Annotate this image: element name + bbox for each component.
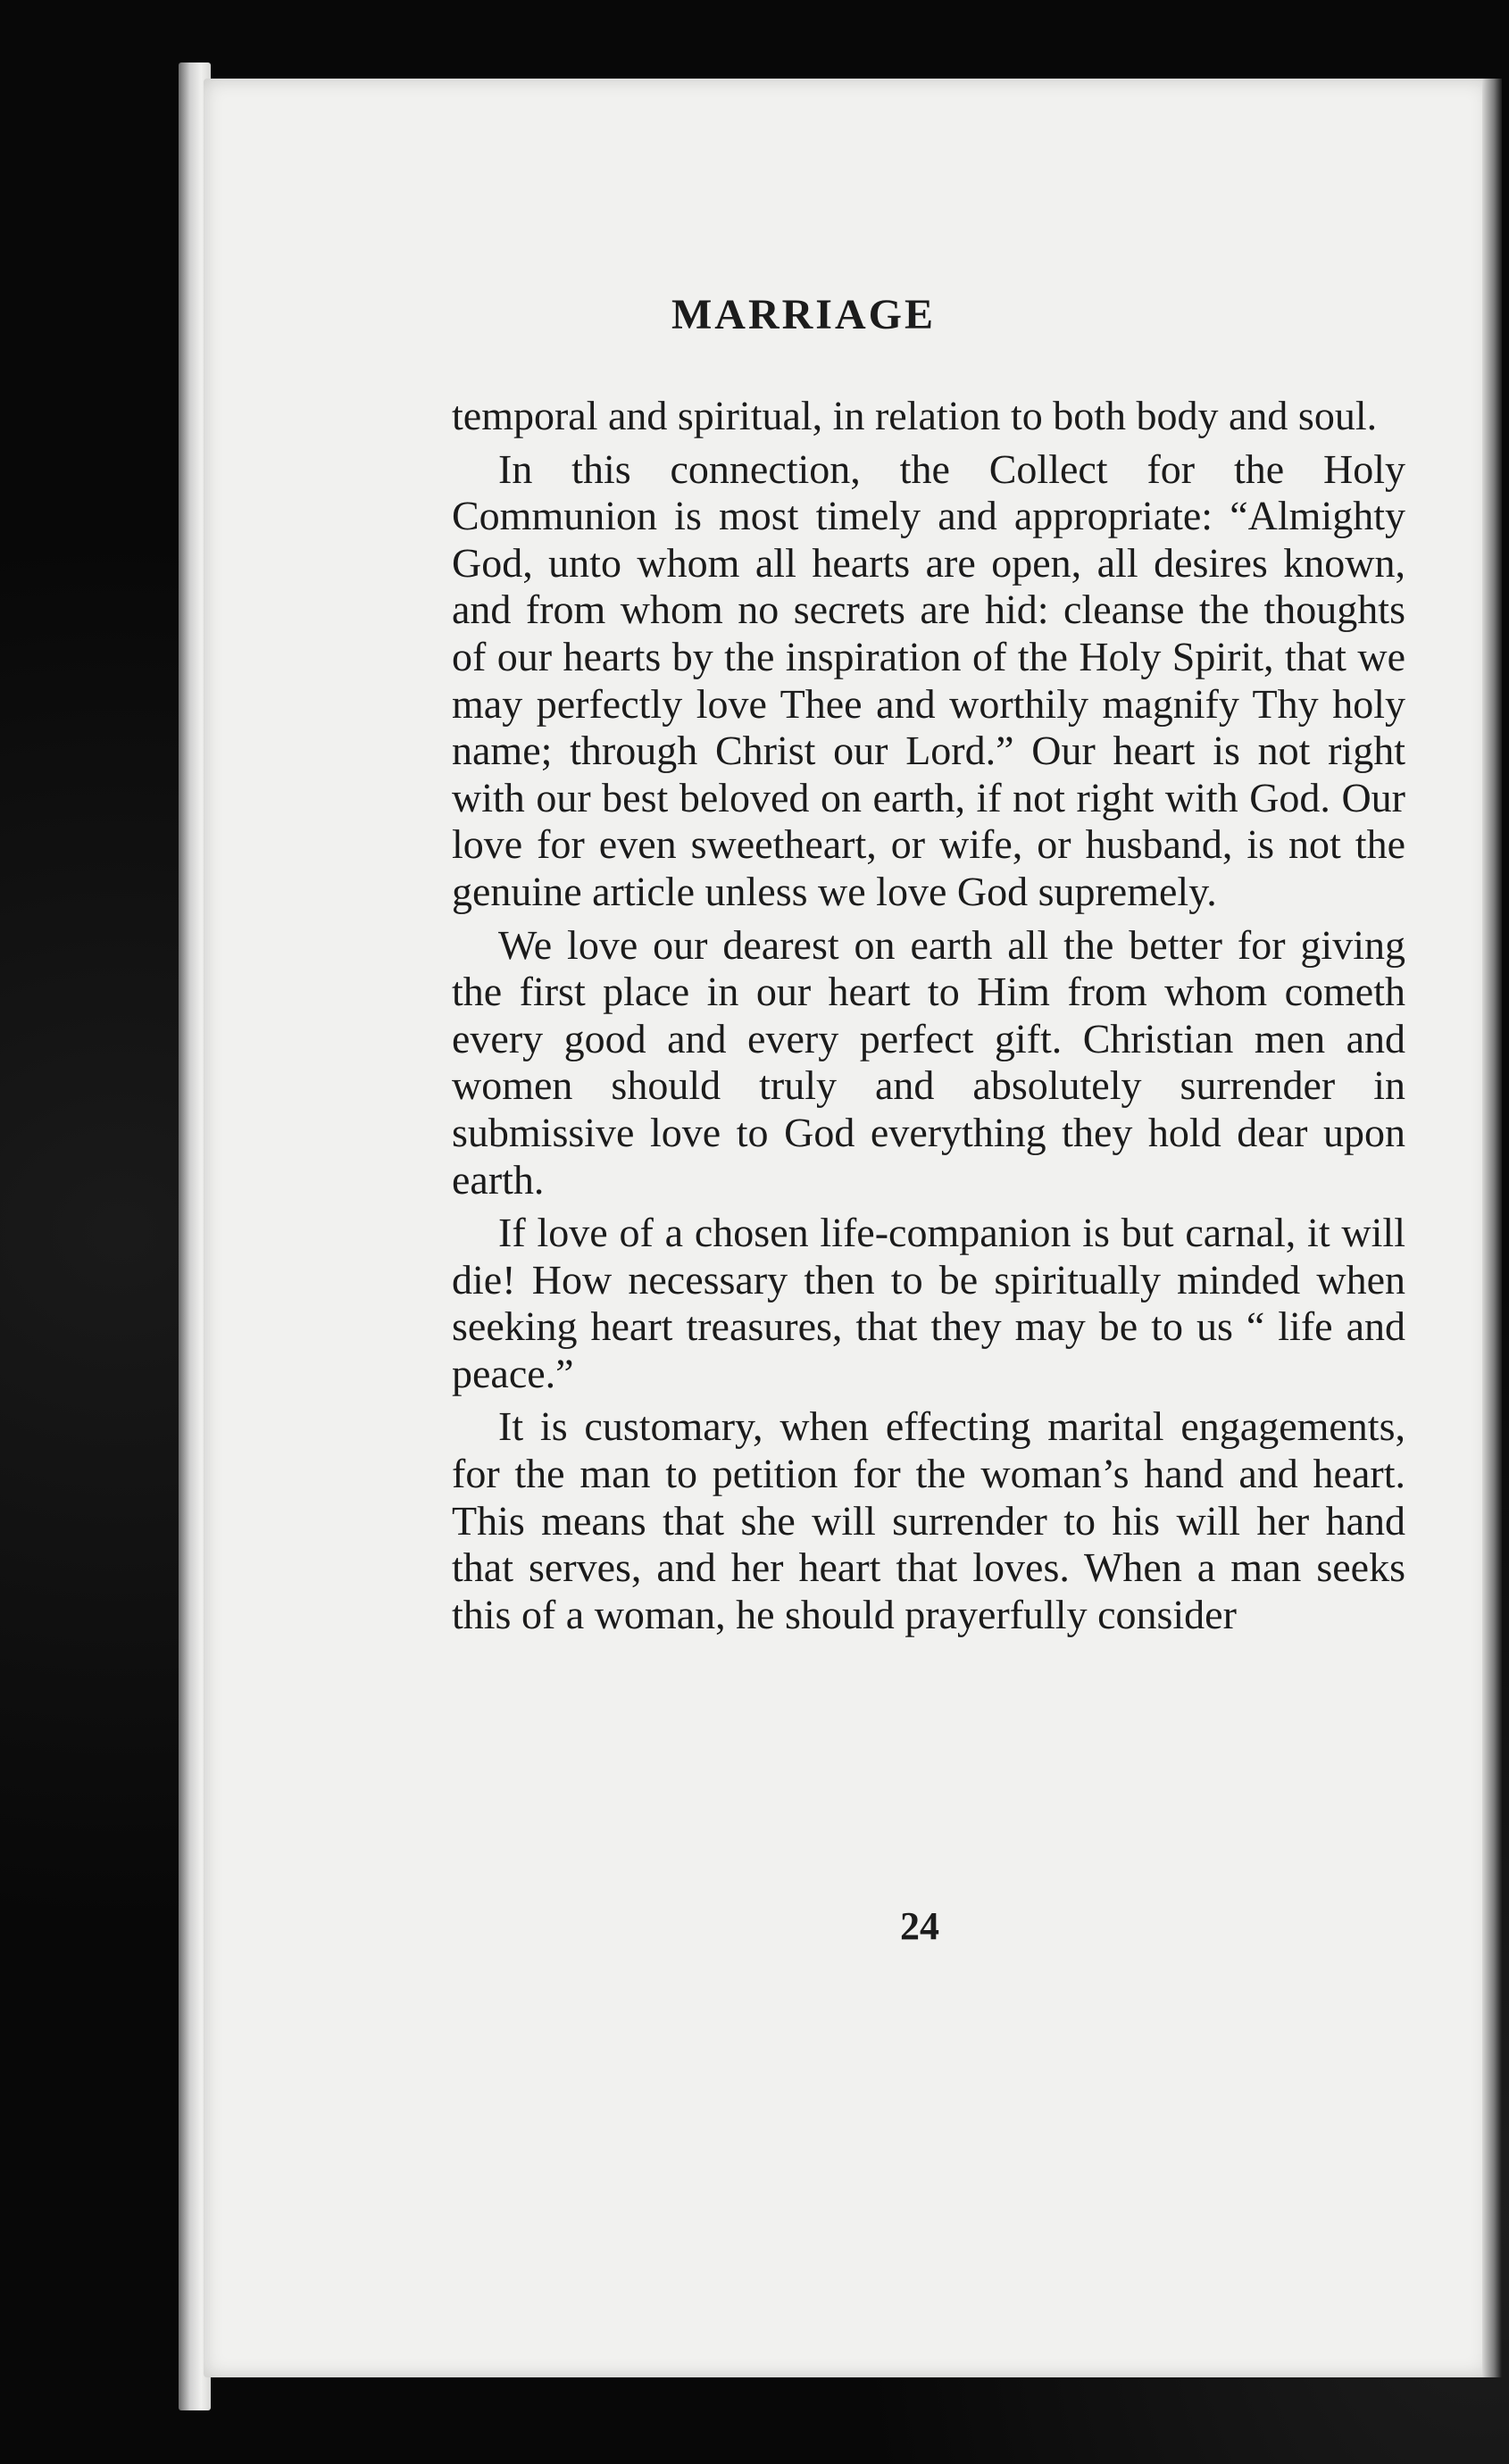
- running-head: MARRIAGE: [671, 291, 936, 338]
- body-text: [452, 393, 1405, 1644]
- paragraph: temporal and spiritual, in relation to both body and soul.: [452, 393, 1378, 438]
- paragraph: It is customary, when effecting marital engagements, for the man to petition for the woman’s hand and heart. This means that she will surrender to his will her hand that serves, and her heart that loves. When a man seeks this of a woman, he should prayerfully consider: [452, 1403, 1405, 1637]
- paragraph: We love our dearest on earth all the better for giving the first place in our heart to Him from whom cometh every good and every perfect gift. Christian men and women should truly and absolutely surrender in submissive love to God everything they hold dear upon earth.: [452, 921, 1405, 1203]
- paragraph: If love of a chosen life-companion is but carnal, it will die! How necessary then to be spiritually minded when seeking heart treasures, that they may be to us “ life and peace.”: [452, 1210, 1405, 1396]
- paragraph: In this connection, the Collect for the Holy Communion is most timely and appropriate: “Almighty God, unto whom all hearts are open, all desires known, and from whom no secrets are hid: cleanse the thoughts of our hearts by the inspiration of the Holy Spirit, that we may perfectly love Thee and worthily magnify Thy holy name; through Christ our Lord.” Our heart is not right with our best beloved on earth, if not right with God. Our love for even sweetheart, or wife, or husband, is not the genuine article unless we love God supremely.: [452, 445, 1405, 914]
- page-number: 24: [900, 1904, 939, 1948]
- page-right-edge: [1482, 79, 1502, 2377]
